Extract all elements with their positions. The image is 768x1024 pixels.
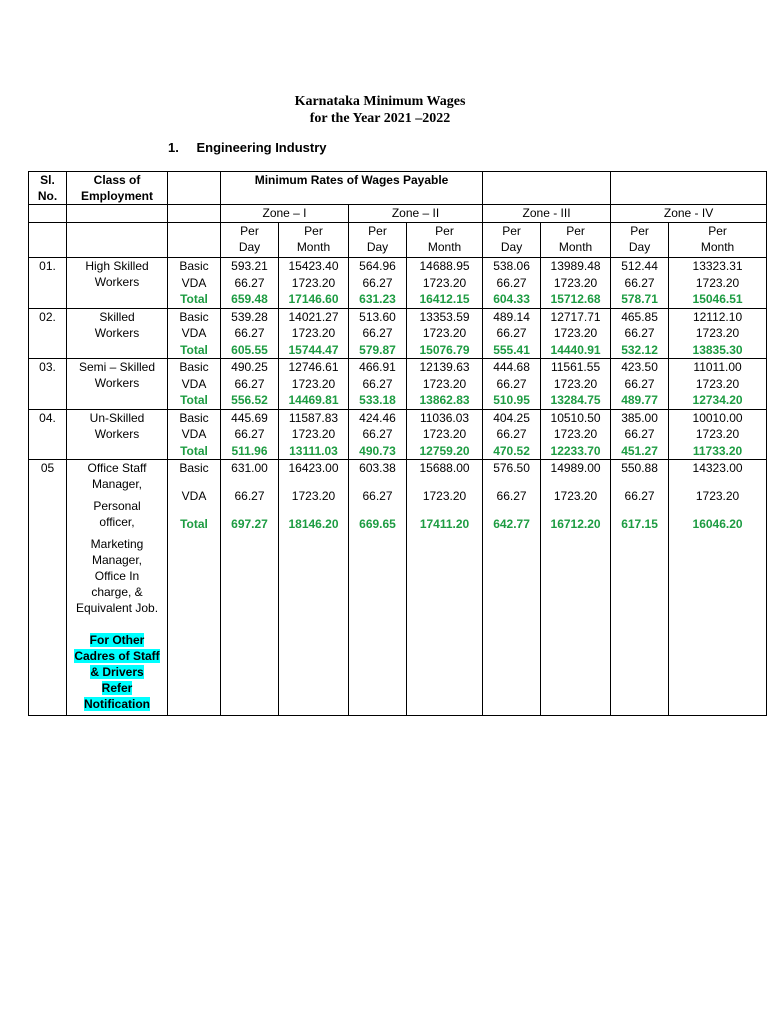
wage-value: 451.27 [621, 443, 658, 458]
period-header-month: Per Month [541, 223, 611, 258]
wage-value: 1723.20 [553, 275, 598, 290]
wage-value: 490.25 [231, 360, 268, 374]
wage-value: 550.88 [621, 461, 658, 475]
table-row [29, 308, 767, 359]
row-class: Un-Skilled Workers [67, 409, 168, 460]
wage-value: 18146.20 [288, 517, 339, 531]
wage-value-cell [279, 308, 349, 359]
wage-value-cell [349, 359, 407, 410]
row-sl-no: 03. [29, 359, 67, 410]
wage-value: 604.33 [493, 292, 530, 306]
wage-value-cell [611, 258, 669, 309]
wage-value-cell [407, 460, 483, 716]
wage-value-cell [407, 258, 483, 309]
wage-value: 1723.20 [422, 326, 467, 340]
wage-value-cell [611, 308, 669, 359]
wage-value-cell [483, 409, 541, 460]
wage-value: 15744.47 [288, 342, 339, 357]
table-row [29, 409, 767, 460]
component-label: Basic [179, 461, 209, 475]
wage-value-cell [483, 308, 541, 359]
wage-value-cell [611, 460, 669, 716]
header-row-period [29, 223, 767, 258]
wage-value-cell [669, 460, 767, 716]
refer-notification-note: For Other Cadres of Staff & Drivers Refer Notification [74, 633, 160, 711]
wage-value: 15076.79 [419, 342, 470, 357]
component-label: Basic [179, 309, 209, 324]
table-row [29, 359, 767, 410]
wage-value: 490.73 [359, 443, 396, 458]
zone-header: Zone - IV [611, 205, 767, 223]
wage-value-cell [483, 460, 541, 716]
wage-value: 66.27 [362, 326, 393, 340]
wage-value: 66.27 [624, 489, 655, 503]
wage-value-cell [483, 359, 541, 410]
row-sl-no: 04. [29, 409, 67, 460]
wage-value: 13989.48 [550, 259, 601, 273]
wage-value: 12139.63 [419, 360, 470, 374]
period-header-day: Per Day [349, 223, 407, 258]
wage-value: 10010.00 [692, 410, 743, 425]
wage-value: 16412.15 [419, 292, 470, 306]
wage-value: 16423.00 [288, 461, 339, 475]
component-label: VDA [181, 275, 207, 290]
wage-value: 1723.20 [291, 376, 336, 391]
wage-value: 11011.00 [693, 360, 742, 374]
wage-value-cell [279, 359, 349, 410]
table-row-office-staff [29, 460, 767, 716]
wage-value-cell [611, 359, 669, 410]
wage-value-cell [407, 308, 483, 359]
wage-value-cell [669, 308, 767, 359]
wage-value-cell [669, 359, 767, 410]
header-row-zones [29, 205, 767, 223]
wage-value: 1723.20 [553, 326, 598, 340]
period-header-month: Per Month [407, 223, 483, 258]
wage-value: 17146.60 [288, 292, 339, 306]
row-class: Semi – Skilled Workers [67, 359, 168, 410]
wages-table [28, 171, 767, 716]
wage-value: 512.44 [621, 259, 658, 273]
wage-value-cell [349, 409, 407, 460]
wage-value: 617.15 [621, 517, 658, 531]
wage-value: 15688.00 [419, 461, 470, 475]
wage-value: 1723.20 [422, 489, 467, 503]
document-title: Karnataka Minimum Wages [294, 94, 466, 109]
wage-value: 66.27 [362, 376, 393, 391]
wage-value: 10510.50 [550, 410, 601, 425]
row-class: High Skilled Workers [67, 258, 168, 309]
component-label: VDA [181, 326, 207, 340]
wage-value: 17411.20 [419, 517, 470, 531]
wage-value-cell [221, 460, 279, 716]
wage-value: 404.25 [493, 410, 530, 425]
wage-value: 1723.20 [695, 275, 740, 290]
wage-value: 66.27 [234, 326, 265, 340]
wage-value: 66.27 [496, 427, 527, 441]
wage-value: 1723.20 [422, 275, 467, 290]
section-heading [168, 140, 326, 155]
wage-value: 1723.20 [695, 376, 740, 391]
header-row-1 [29, 172, 767, 205]
wage-value: 15423.40 [288, 259, 339, 273]
zone-header: Zone – II [349, 205, 483, 223]
row-sl-no: 02. [29, 308, 67, 359]
component-label: Total [180, 292, 208, 306]
wage-value: 13862.83 [419, 393, 470, 407]
wage-value: 12734.20 [692, 393, 743, 407]
component-label: Basic [179, 410, 209, 425]
row-component-labels [168, 308, 221, 359]
wage-value: 576.50 [493, 461, 530, 475]
wage-value: 66.27 [624, 427, 655, 441]
wage-value: 13353.59 [419, 309, 470, 324]
wage-value: 16712.20 [550, 517, 601, 531]
wage-value: 1723.20 [422, 427, 467, 441]
section-number: 1. [168, 140, 179, 155]
row-class: Office Staff Manager, Personal officer, Marketing Manager, Office In charge, & Equivalent Job. For Other Cadres of Staff & Drivers Refer Notification [67, 460, 168, 716]
wage-value-cell [349, 460, 407, 716]
component-label: VDA [181, 376, 207, 391]
wage-value: 1723.20 [291, 489, 336, 503]
wage-value: 66.27 [234, 275, 265, 290]
wage-value-cell [221, 308, 279, 359]
wage-value: 511.96 [231, 443, 268, 458]
wage-value: 1723.20 [553, 376, 598, 391]
wage-value: 489.77 [621, 393, 658, 407]
wage-value-cell [483, 258, 541, 309]
component-label: Basic [179, 259, 209, 273]
wage-value: 66.27 [234, 376, 265, 391]
wage-value: 66.27 [496, 275, 527, 290]
wage-value: 66.27 [234, 489, 265, 503]
section-title: Engineering Industry [196, 140, 327, 155]
wage-value: 1723.20 [553, 427, 598, 441]
component-label: VDA [181, 489, 207, 503]
wage-value: 11036.03 [419, 410, 470, 425]
wage-value: 66.27 [496, 376, 527, 391]
period-header-month: Per Month [669, 223, 767, 258]
wage-value: 13835.30 [692, 342, 743, 357]
wage-value: 12233.70 [550, 443, 601, 458]
component-label: VDA [181, 427, 207, 441]
wage-value: 66.27 [496, 326, 527, 340]
wage-value-cell [279, 409, 349, 460]
period-header-month: Per Month [279, 223, 349, 258]
wage-value: 659.48 [231, 292, 268, 306]
wage-value-cell [407, 409, 483, 460]
wage-value-cell [541, 409, 611, 460]
wage-value: 15046.51 [692, 292, 743, 306]
wage-value: 555.41 [493, 342, 530, 357]
header-sl-no: Sl. No. [29, 172, 67, 205]
wage-value: 12717.71 [550, 309, 601, 324]
wage-value: 1723.20 [291, 427, 336, 441]
wage-value: 423.50 [621, 360, 658, 374]
wage-value: 444.68 [493, 360, 530, 374]
wage-value: 532.12 [621, 342, 658, 357]
wage-value-cell [669, 409, 767, 460]
header-min-rates: Minimum Rates of Wages Payable [221, 172, 483, 205]
wage-value: 642.77 [493, 517, 530, 531]
wage-value: 14323.00 [692, 461, 743, 475]
component-label: Total [180, 443, 208, 458]
zone-header: Zone - III [483, 205, 611, 223]
row-component-labels [168, 460, 221, 716]
header-class: Class of Employment [67, 172, 168, 205]
wage-value-cell [279, 460, 349, 716]
wage-value: 16046.20 [692, 517, 743, 531]
wage-value-cell [541, 258, 611, 309]
component-label: Total [180, 342, 208, 357]
zone-header: Zone – I [221, 205, 349, 223]
wage-value: 14469.81 [288, 393, 339, 407]
wage-value: 12112.10 [692, 309, 743, 324]
wage-value-cell [221, 258, 279, 309]
document-subtitle: for the Year 2021 –2022 [309, 111, 451, 126]
wage-value: 66.27 [624, 326, 655, 340]
wage-value: 14989.00 [550, 461, 601, 475]
wage-value: 513.60 [359, 309, 396, 324]
wage-value: 14688.95 [419, 259, 470, 273]
wage-value: 66.27 [362, 489, 393, 503]
wage-value: 66.27 [362, 275, 393, 290]
wage-value: 631.00 [231, 461, 268, 475]
wage-value: 13323.31 [692, 259, 743, 273]
wage-value: 593.21 [231, 259, 268, 273]
wage-value-cell [611, 409, 669, 460]
wage-value: 14440.91 [550, 342, 601, 357]
wage-value-cell [279, 258, 349, 309]
wage-value: 12759.20 [419, 443, 470, 458]
wage-value-cell [541, 460, 611, 716]
wage-value-cell [221, 359, 279, 410]
wage-value: 14021.27 [288, 309, 339, 324]
wage-value: 66.27 [234, 427, 265, 441]
wage-value: 1723.20 [422, 376, 467, 391]
wage-value-cell [407, 359, 483, 410]
wage-value: 466.91 [359, 360, 396, 374]
wage-value: 13284.75 [550, 393, 601, 407]
wage-value: 1723.20 [291, 275, 336, 290]
wage-value: 15712.68 [550, 292, 601, 306]
wage-value: 579.87 [359, 342, 396, 357]
wage-value: 385.00 [621, 410, 658, 425]
wage-value: 533.18 [359, 393, 396, 407]
row-sl-no: 01. [29, 258, 67, 309]
wage-value: 66.27 [362, 427, 393, 441]
wage-value-cell [541, 308, 611, 359]
row-sl-no: 05 [29, 460, 67, 716]
component-label: Total [180, 393, 208, 407]
row-component-labels [168, 409, 221, 460]
wage-value: 539.28 [231, 309, 268, 324]
period-header-day: Per Day [221, 223, 279, 258]
wage-value: 11587.83 [288, 410, 339, 425]
wage-value: 697.27 [231, 517, 268, 531]
wage-value-cell [349, 308, 407, 359]
wage-value: 564.96 [359, 259, 396, 273]
period-header-day: Per Day [483, 223, 541, 258]
wage-value: 11561.55 [550, 360, 601, 374]
component-label: Total [180, 517, 208, 531]
wage-value: 669.65 [359, 517, 396, 531]
wage-value: 13111.03 [289, 443, 338, 458]
wage-value: 489.14 [493, 309, 530, 324]
wage-value: 66.27 [624, 275, 655, 290]
row-component-labels [168, 258, 221, 309]
wage-value: 470.52 [493, 443, 530, 458]
wage-value: 465.85 [621, 309, 658, 324]
wage-value: 66.27 [496, 489, 527, 503]
wage-value: 1723.20 [553, 489, 598, 503]
wage-value-cell [541, 359, 611, 410]
row-class: Skilled Workers [67, 308, 168, 359]
wage-value: 1723.20 [291, 326, 336, 340]
wage-value-cell [221, 409, 279, 460]
wage-value: 424.46 [359, 410, 396, 425]
wage-value: 603.38 [359, 461, 396, 475]
wage-value: 445.69 [231, 410, 268, 425]
wage-value: 538.06 [493, 259, 530, 273]
wage-value: 578.71 [621, 292, 658, 306]
wage-value: 11733.20 [692, 443, 743, 458]
wage-value-cell [349, 258, 407, 309]
table-row [29, 258, 767, 309]
row-component-labels [168, 359, 221, 410]
component-label: Basic [179, 360, 209, 374]
wage-value: 631.23 [359, 292, 396, 306]
wage-value: 66.27 [624, 376, 655, 391]
wage-value: 1723.20 [695, 326, 740, 340]
period-header-day: Per Day [611, 223, 669, 258]
wage-value: 12746.61 [288, 360, 339, 374]
wage-value-cell [669, 258, 767, 309]
wage-value: 1723.20 [695, 427, 740, 441]
wage-value: 510.95 [493, 393, 530, 407]
wage-value: 556.52 [231, 393, 268, 407]
wage-value: 605.55 [231, 342, 268, 357]
wage-value: 1723.20 [695, 489, 740, 503]
